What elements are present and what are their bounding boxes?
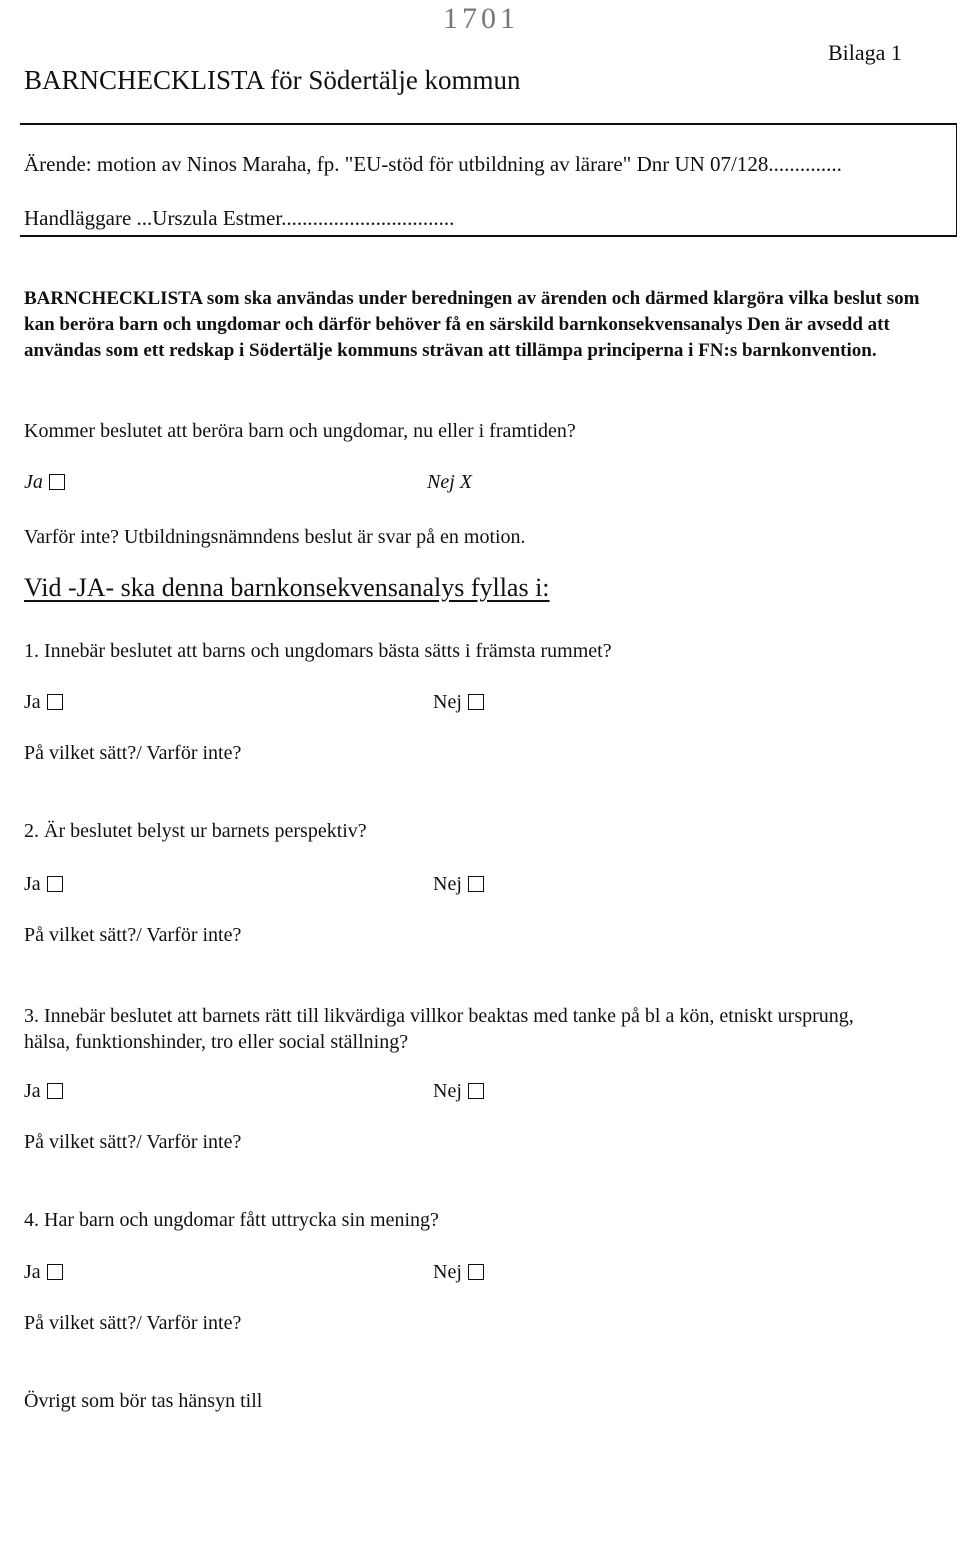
- main-reason: Varför inte? Utbildningsnämndens beslut är svar på en motion.: [24, 526, 526, 548]
- q3-followup: På vilket sätt?/ Varför inte?: [24, 1131, 242, 1153]
- question-3: 3. Innebär beslutet att barnets rätt till likvärdiga villkor beaktas med tanke på bl a kön, etniskt ursprung, hälsa, funktionshinder, tro eller social ställning?: [24, 1005, 854, 1053]
- q2-nej-option[interactable]: [433, 873, 484, 896]
- question-4: 4. Har barn och ungdomar fått uttrycka sin mening?: [24, 1209, 439, 1231]
- ja-checkbox[interactable]: [49, 474, 65, 490]
- ja-label: Ja: [24, 1261, 41, 1283]
- q4-ja-option[interactable]: [24, 1261, 63, 1284]
- ja-label: Ja: [24, 873, 41, 895]
- nej-checkbox[interactable]: [468, 1083, 484, 1099]
- q4-followup: På vilket sätt?/ Varför inte?: [24, 1312, 242, 1334]
- page-stamp: 1701: [443, 2, 519, 35]
- section-heading: Vid -JA- ska denna barnkonsekvensanalys fyllas i:: [24, 573, 550, 602]
- main-nej-option: Nej X: [427, 471, 472, 493]
- ja-checkbox[interactable]: [47, 694, 63, 710]
- nej-label: Nej: [433, 691, 462, 713]
- ja-checkbox[interactable]: [47, 1264, 63, 1280]
- main-question: Kommer beslutet att beröra barn och ungdomar, nu eller i framtiden?: [24, 420, 576, 442]
- attachment-label: Bilaga 1: [828, 40, 902, 65]
- nej-label: Nej: [433, 1080, 462, 1102]
- case-line: Ärende: motion av Ninos Maraha, fp. "EU-stöd för utbildning av lärare" Dnr UN 07/128..............: [24, 152, 842, 176]
- nej-checkbox[interactable]: [468, 1264, 484, 1280]
- intro-paragraph: BARNCHECKLISTA som ska användas under beredningen av ärenden och därmed klargöra vilka beslut som kan beröra barn och ungdomar och därför behöver få en särskild barnkonsekvensanalys Den är avsedd att användas som ett redskap i Södertälje kommuns strävan att tillämpa principerna i FN:s barnkonvention.: [24, 288, 920, 361]
- ja-label: Ja: [24, 471, 43, 493]
- page-title: BARNCHECKLISTA för Södertälje kommun: [24, 65, 521, 95]
- q3-ja-option[interactable]: [24, 1080, 63, 1103]
- case-info-box: [20, 123, 957, 237]
- q4-nej-option[interactable]: [433, 1261, 484, 1284]
- q1-nej-option[interactable]: [433, 691, 484, 714]
- case-officer-line: Handläggare ...Urszula Estmer.................................: [24, 206, 455, 230]
- question-2: 2. Är beslutet belyst ur barnets perspektiv?: [24, 820, 367, 842]
- ja-label: Ja: [24, 1080, 41, 1102]
- nej-checkbox[interactable]: [468, 876, 484, 892]
- nej-label: Nej: [433, 873, 462, 895]
- ja-checkbox[interactable]: [47, 876, 63, 892]
- q1-ja-option[interactable]: [24, 691, 63, 714]
- other-considerations: Övrigt som bör tas hänsyn till: [24, 1390, 263, 1412]
- nej-checkbox[interactable]: [468, 694, 484, 710]
- q2-followup: På vilket sätt?/ Varför inte?: [24, 924, 242, 946]
- question-1: 1. Innebär beslutet att barns och ungdomars bästa sätts i främsta rummet?: [24, 640, 612, 662]
- ja-label: Ja: [24, 691, 41, 713]
- ja-checkbox[interactable]: [47, 1083, 63, 1099]
- q3-nej-option[interactable]: [433, 1080, 484, 1103]
- q1-followup: På vilket sätt?/ Varför inte?: [24, 742, 242, 764]
- main-ja-option[interactable]: [24, 471, 65, 494]
- q2-ja-option[interactable]: [24, 873, 63, 896]
- nej-label: Nej: [433, 1261, 462, 1283]
